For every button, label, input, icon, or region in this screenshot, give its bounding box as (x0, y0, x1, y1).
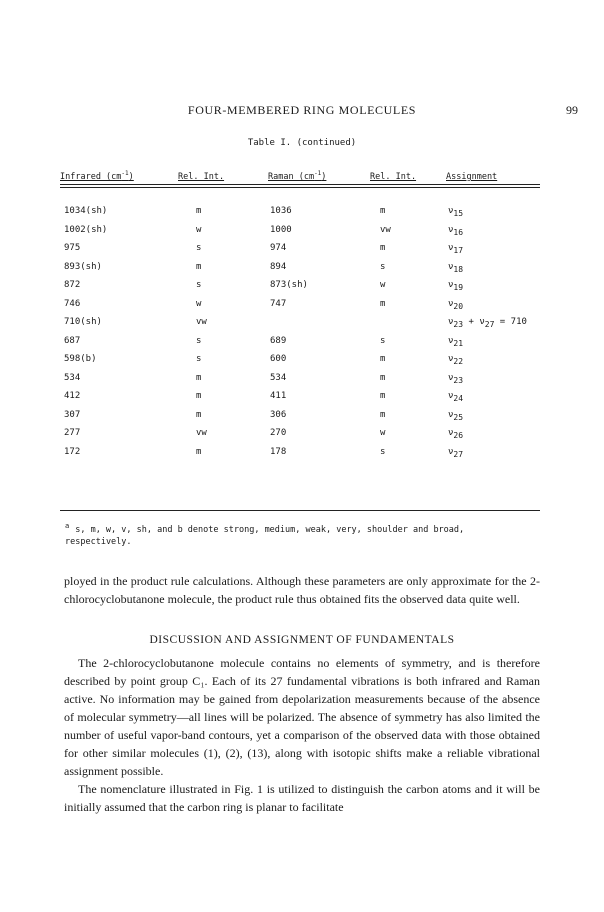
cell-raman-rel-int: m (380, 243, 386, 253)
cell-infrared: 172 (64, 446, 81, 457)
cell-ir-rel-int: s (196, 354, 202, 364)
table-row (0, 447, 604, 465)
cell-ir-rel-int: m (196, 206, 202, 216)
table-row (0, 354, 604, 372)
table-row (0, 225, 604, 243)
cell-assignment: $\nu_{17}$ (448, 243, 464, 255)
cell-raman-rel-int: m (380, 391, 386, 401)
cell-raman: 600 (270, 354, 287, 364)
column-header-infrared: Infrared $(cm^{-1})$ (60, 170, 134, 182)
cell-raman-rel-int: vw (380, 224, 391, 235)
table-row (0, 299, 604, 317)
cell-raman: 894 (270, 261, 287, 272)
footnote-text: s, m, w, v, sh, and b denote strong, medium, weak, very, shoulder and broad, respectively. (65, 525, 465, 547)
table-row (0, 243, 604, 261)
cell-ir-rel-int: m (196, 409, 202, 420)
cell-assignment: $\nu_{21}$ (448, 335, 464, 348)
cell-infrared: 277 (64, 428, 81, 438)
table-row (0, 391, 604, 409)
footnote-marker: a (65, 522, 70, 530)
cell-ir-rel-int: s (196, 243, 202, 253)
cell-infrared: 893(sh) (64, 261, 102, 272)
table-row (0, 280, 604, 298)
cell-raman: 178 (270, 446, 287, 457)
cell-ir-rel-int: m (196, 391, 202, 401)
cell-raman: 1036 (270, 206, 292, 216)
cell-raman: 747 (270, 298, 287, 309)
cell-assignment: $\nu_{26}$ (448, 428, 464, 440)
cell-raman: 974 (270, 243, 287, 253)
table-row (0, 262, 604, 280)
cell-infrared: 1002(sh) (64, 224, 108, 235)
cell-infrared: 746 (64, 298, 81, 309)
cell-raman-rel-int: m (380, 298, 386, 309)
cell-ir-rel-int: w (196, 298, 202, 309)
cell-assignment: $\nu_{19}$ (448, 280, 464, 292)
cell-raman-rel-int: m (380, 354, 386, 364)
cell-raman: 534 (270, 372, 287, 383)
cell-raman-rel-int: w (380, 280, 386, 290)
cell-assignment: $\nu_{20}$ (448, 298, 464, 311)
cell-raman-rel-int: s (380, 446, 386, 457)
cell-assignment: $\nu_{25}$ (448, 409, 464, 422)
table-bottom-rule (60, 510, 540, 511)
cell-raman: 411 (270, 391, 287, 401)
cell-raman: 873(sh) (270, 280, 308, 290)
cell-raman: 689 (270, 335, 287, 346)
column-header-raman-rel-int: Rel. Int. (370, 172, 417, 182)
cell-raman-rel-int: s (380, 261, 386, 272)
cell-infrared: 534 (64, 372, 81, 383)
column-header-raman: Raman $(cm^{-1})$ (268, 170, 327, 182)
cell-infrared: 1034(sh) (64, 206, 108, 216)
cell-raman-rel-int: s (380, 335, 386, 346)
running-header-title: FOUR-MEMBERED RING MOLECULES (187, 103, 417, 117)
cell-assignment: $\nu_{23}$ (448, 372, 464, 385)
cell-assignment: $\nu_{24}$ (448, 391, 464, 403)
cell-infrared: 307 (64, 409, 81, 420)
cell-assignment: $\nu_{18}$ (448, 261, 464, 274)
table-row (0, 336, 604, 354)
cell-raman-rel-int: m (380, 409, 386, 420)
paragraph-continuation: ployed in the product rule calculations. Although these parameters are only approximate for the 2-chlorocyclobutanone molecule, the product rule thus obtained fits the observed data quite well. (64, 574, 540, 606)
cell-raman: 270 (270, 428, 287, 438)
cell-assignment: $\nu_{27}$ (448, 446, 464, 459)
cell-assignment: $\nu_{15}$ (448, 206, 464, 218)
cell-ir-rel-int: s (196, 280, 202, 290)
cell-assignment: $\nu_{23} + \nu_{27} = 710$ (448, 317, 527, 329)
cell-infrared: 872 (64, 280, 81, 290)
cell-infrared: 975 (64, 243, 81, 253)
table-title: Table I. (continued) (247, 138, 357, 148)
cell-ir-rel-int: m (196, 261, 202, 272)
cell-ir-rel-int: m (196, 446, 202, 457)
cell-assignment: $\nu_{22}$ (448, 354, 464, 366)
cell-ir-rel-int: m (196, 372, 202, 383)
table-top-rule-double (60, 187, 540, 188)
table-row (0, 373, 604, 391)
cell-raman-rel-int: m (380, 206, 386, 216)
cell-ir-rel-int: s (196, 335, 202, 346)
table-row (0, 317, 604, 335)
cell-ir-rel-int: vw (196, 317, 207, 327)
cell-raman: 306 (270, 409, 287, 420)
table-row (0, 206, 604, 224)
table-top-rule (60, 184, 540, 185)
column-header-ir-rel-int: Rel. Int. (178, 172, 225, 182)
cell-infrared: 710(sh) (64, 317, 102, 327)
table-row (0, 410, 604, 428)
table-row (0, 428, 604, 446)
cell-ir-rel-int: w (196, 224, 202, 235)
page-number: 99 (566, 103, 578, 117)
cell-infrared: 598(b) (64, 354, 97, 364)
cell-ir-rel-int: vw (196, 428, 207, 438)
cell-raman-rel-int: m (380, 372, 386, 383)
cell-infrared: 412 (64, 391, 81, 401)
cell-infrared: 687 (64, 335, 81, 346)
column-header-assignment: Assignment (446, 172, 498, 182)
cell-raman-rel-int: w (380, 428, 386, 438)
paragraph-discussion: The 2-chlorocyclobutanone molecule contains no elements of symmetry, and is therefore described by point group C₁. Each of its 27 fundamental vibrations is both infrared and Raman active. No information may be gained from depolarization measurements because of the absence of molecular symmetry—all lines will be polarized. The absence of symmetry has also limited the number of useful vapor-band contours, yet a comparison of the observed data with those obtained for other similar molecules (1), (2), (13), along with isotopic shifts make a reliable vibrational assignment possible. The nomenclature illustrated in Fig. 1 is utilized to distinguish the carbon atoms and it will be initially assumed that the carbon ring is planar to facilitate (64, 656, 540, 814)
cell-raman: 1000 (270, 224, 292, 235)
table-footnote (65, 524, 535, 548)
section-heading: DISCUSSION AND ASSIGNMENT OF FUNDAMENTALS (149, 634, 455, 646)
cell-assignment: $\nu_{16}$ (448, 224, 464, 237)
